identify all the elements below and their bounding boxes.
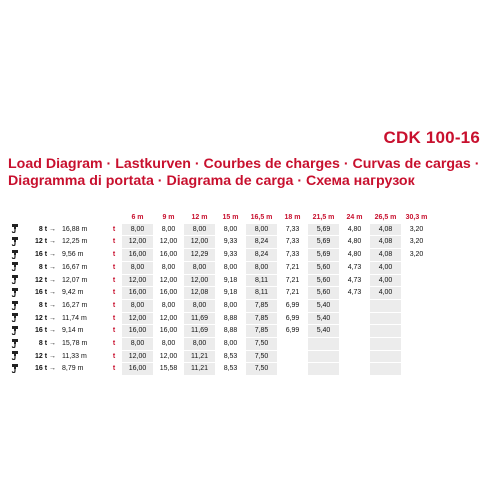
load-value-cell [370,350,401,363]
load-value-cell [339,325,370,338]
load-value-cell [401,325,432,338]
load-value-cell [277,338,308,351]
table-row [8,325,432,338]
max-radius-cell: 16,27 m [62,301,88,309]
load-value-cell: 12,00 [122,312,153,325]
load-value-cell: 11,21 [184,363,215,376]
table-row [8,236,432,249]
max-load-label: 16 t [34,327,48,335]
load-value-cell: 7,21 [277,261,308,274]
load-value-cell: 5,40 [308,312,339,325]
load-value-cell: 8,00 [215,299,246,312]
load-diagram-heading [8,156,488,190]
table-row [8,363,432,376]
max-load-cell [22,312,58,325]
crane-hook-icon [11,288,19,297]
arrow-right-icon: → [47,276,56,284]
load-value-cell: 7,50 [246,350,277,363]
unit-label: t [112,251,116,259]
table-row [8,350,432,363]
max-load-label: 16 t [34,289,48,297]
load-value-cell [308,363,339,376]
crane-hook-icon [11,301,19,310]
load-value-cell: 16,00 [153,287,184,300]
load-value-cell: 8,53 [215,350,246,363]
arrow-right-icon: → [47,314,56,322]
load-value-cell: 12,00 [153,274,184,287]
load-value-cell [370,363,401,376]
max-load-cell [22,299,58,312]
load-value-cell: 9,18 [215,274,246,287]
max-radius-cell: 16,88 m [62,225,88,233]
load-value-cell: 4,80 [339,236,370,249]
arrow-right-icon: → [47,340,56,348]
unit-label: t [112,314,116,322]
table-row [8,299,432,312]
load-value-cell: 4,80 [339,249,370,262]
max-radius-cell: 9,56 m [62,251,84,259]
load-value-cell: 16,00 [122,249,153,262]
arrow-right-icon: → [47,251,56,259]
load-value-cell: 8,24 [246,236,277,249]
load-value-cell: 8,00 [122,338,153,351]
load-value-cell [277,350,308,363]
table-row [8,261,432,274]
max-load-label: 8 t [38,263,48,271]
load-value-cell: 6,99 [277,299,308,312]
crane-hook-icon [11,364,19,373]
load-value-cell: 8,00 [215,338,246,351]
column-header: 15 m [222,214,239,221]
max-radius-cell: 16,67 m [62,263,88,271]
load-value-cell: 8,00 [184,299,215,312]
max-radius-cell: 8,79 m [62,365,84,373]
column-header: 24 m [346,214,363,221]
load-value-cell: 11,69 [184,325,215,338]
load-value-cell [401,299,432,312]
load-table [8,212,432,376]
arrow-right-icon: → [47,263,56,271]
column-header: 6 m [131,214,144,221]
unit-label: t [112,263,116,271]
max-load-cell [22,338,58,351]
load-value-cell: 16,00 [153,325,184,338]
crane-hook-icon [11,313,19,322]
column-header: 30,3 m [405,214,428,221]
table-row [8,312,432,325]
unit-label: t [112,276,116,284]
column-header: 21,5 m [312,214,335,221]
max-load-label: 12 t [34,352,48,360]
load-value-cell: 11,21 [184,350,215,363]
crane-hook-icon [11,237,19,246]
load-value-cell: 8,00 [246,261,277,274]
load-value-cell: 3,20 [401,224,432,236]
load-value-cell: 8,00 [122,261,153,274]
table-row [8,249,432,262]
heading-line-2: Diagramma di portata · Diagrama de carga · Схема нагрузок [8,173,415,189]
load-value-cell [339,338,370,351]
load-value-cell: 7,33 [277,224,308,236]
heading-line-1: Load Diagram · Lastkurven · Courbes de charges · Curvas de cargas · [8,156,480,172]
max-load-label: 8 t [38,340,48,348]
load-value-cell [401,363,432,376]
load-value-cell: 7,33 [277,249,308,262]
crane-hook-icon [11,262,19,271]
load-value-cell: 4,73 [339,274,370,287]
max-load-label: 16 t [34,365,48,373]
load-value-cell: 8,00 [184,261,215,274]
load-value-cell: 16,00 [122,287,153,300]
load-table-body [8,224,432,376]
arrow-right-icon: → [47,327,56,335]
crane-hook-icon [11,250,19,259]
load-value-cell: 7,21 [277,274,308,287]
load-value-cell: 4,08 [370,249,401,262]
load-table-header [8,212,432,224]
load-value-cell: 12,00 [122,274,153,287]
crane-hook-icon [11,224,19,233]
arrow-right-icon: → [47,365,56,373]
load-value-cell: 8,00 [153,299,184,312]
unit-label: t [112,352,116,360]
load-value-cell: 8,00 [184,338,215,351]
max-load-cell [22,325,58,338]
load-value-cell [370,325,401,338]
load-value-cell: 9,33 [215,249,246,262]
load-value-cell: 8,00 [184,224,215,236]
table-row [8,338,432,351]
load-value-cell: 16,00 [153,249,184,262]
load-value-cell [370,312,401,325]
table-row [8,224,432,236]
arrow-right-icon: → [47,238,56,246]
load-value-cell: 3,20 [401,236,432,249]
load-value-cell: 5,60 [308,274,339,287]
table-row [8,274,432,287]
load-value-cell: 12,00 [153,312,184,325]
load-value-cell: 16,00 [122,325,153,338]
load-value-cell: 4,00 [370,261,401,274]
load-value-cell [308,350,339,363]
crane-hook-icon [11,326,19,335]
load-value-cell [401,261,432,274]
max-radius-cell: 12,07 m [62,276,88,284]
load-value-cell [339,299,370,312]
load-value-cell [308,338,339,351]
unit-label: t [112,365,116,373]
load-value-cell: 8,00 [153,338,184,351]
max-radius-cell: 15,78 m [62,340,88,348]
load-value-cell: 12,08 [184,287,215,300]
load-value-cell: 4,08 [370,224,401,236]
load-value-cell: 7,85 [246,312,277,325]
arrow-right-icon: → [47,289,56,297]
load-value-cell: 12,00 [184,236,215,249]
load-value-cell: 8,00 [246,224,277,236]
load-value-cell: 11,69 [184,312,215,325]
max-load-cell [22,236,58,249]
load-value-cell: 9,18 [215,287,246,300]
load-value-cell: 8,00 [153,224,184,236]
load-value-cell: 7,21 [277,287,308,300]
load-value-cell: 12,00 [122,350,153,363]
load-value-cell: 7,50 [246,363,277,376]
load-value-cell [277,363,308,376]
unit-label: t [112,340,116,348]
load-value-cell [401,274,432,287]
load-value-cell: 8,00 [215,261,246,274]
unit-label: t [112,301,116,309]
load-value-cell: 16,00 [122,363,153,376]
crane-hook-icon [11,339,19,348]
max-load-label: 8 t [38,301,48,309]
load-value-cell: 8,00 [122,224,153,236]
max-radius-cell: 12,25 m [62,238,88,246]
max-load-label: 8 t [38,225,48,233]
load-value-cell: 12,00 [153,236,184,249]
max-load-cell [22,261,58,274]
header-row [8,212,432,224]
max-load-label: 12 t [34,238,48,246]
load-value-cell: 6,99 [277,325,308,338]
load-value-cell: 7,33 [277,236,308,249]
load-value-cell: 6,99 [277,312,308,325]
load-value-cell: 8,00 [122,299,153,312]
max-load-label: 12 t [34,276,48,284]
load-value-cell: 12,00 [122,236,153,249]
load-value-cell: 15,58 [153,363,184,376]
load-value-cell: 4,08 [370,236,401,249]
unit-label: t [112,225,116,233]
max-load-cell [22,274,58,287]
load-value-cell: 5,40 [308,325,339,338]
table-row [8,287,432,300]
max-radius-cell: 9,42 m [62,289,84,297]
arrow-right-icon: → [47,352,56,360]
load-value-cell: 9,33 [215,236,246,249]
load-value-cell [401,350,432,363]
column-header: 26,5 m [374,214,397,221]
load-value-cell: 5,69 [308,224,339,236]
load-value-cell: 8,11 [246,287,277,300]
load-value-cell: 4,73 [339,287,370,300]
load-value-cell: 4,73 [339,261,370,274]
max-load-label: 12 t [34,314,48,322]
load-value-cell: 8,53 [215,363,246,376]
load-value-cell: 3,20 [401,249,432,262]
max-radius-cell: 9,14 m [62,327,84,335]
max-radius-cell: 11,74 m [62,314,87,322]
max-load-cell [22,287,58,300]
unit-label: t [112,289,116,297]
load-value-cell: 4,00 [370,287,401,300]
load-value-cell: 8,00 [153,261,184,274]
load-value-cell [370,299,401,312]
load-value-cell [401,338,432,351]
load-value-cell: 5,69 [308,236,339,249]
load-value-cell: 8,00 [215,224,246,236]
load-value-cell [401,287,432,300]
column-header: 9 m [162,214,175,221]
load-value-cell: 8,88 [215,312,246,325]
load-value-cell: 12,00 [184,274,215,287]
load-value-cell: 5,60 [308,287,339,300]
load-value-cell: 8,24 [246,249,277,262]
load-value-cell [401,312,432,325]
column-header: 18 m [284,214,301,221]
load-value-cell: 8,88 [215,325,246,338]
load-value-cell: 7,85 [246,299,277,312]
max-load-cell [22,350,58,363]
load-value-cell: 7,85 [246,325,277,338]
crane-hook-icon [11,351,19,360]
load-value-cell: 5,40 [308,299,339,312]
load-value-cell [339,363,370,376]
arrow-right-icon: → [47,301,56,309]
column-header: 16,5 m [250,214,273,221]
load-value-cell [339,350,370,363]
max-load-label: 16 t [34,251,48,259]
load-value-cell: 5,60 [308,261,339,274]
load-value-cell [339,312,370,325]
crane-hook-icon [11,275,19,284]
load-value-cell: 8,11 [246,274,277,287]
load-value-cell: 4,00 [370,274,401,287]
load-value-cell: 5,69 [308,249,339,262]
crane-model-title: CDK 100-16 [383,128,480,147]
load-value-cell: 12,00 [153,350,184,363]
max-load-cell [22,224,58,236]
arrow-right-icon: → [47,225,56,233]
max-radius-cell: 11,33 m [62,352,87,360]
unit-label: t [112,327,116,335]
load-value-cell: 4,80 [339,224,370,236]
load-value-cell: 12,29 [184,249,215,262]
column-header: 12 m [191,214,208,221]
unit-label: t [112,238,116,246]
max-load-cell [22,363,58,376]
load-value-cell: 7,50 [246,338,277,351]
load-value-cell [370,338,401,351]
max-load-cell [22,249,58,262]
